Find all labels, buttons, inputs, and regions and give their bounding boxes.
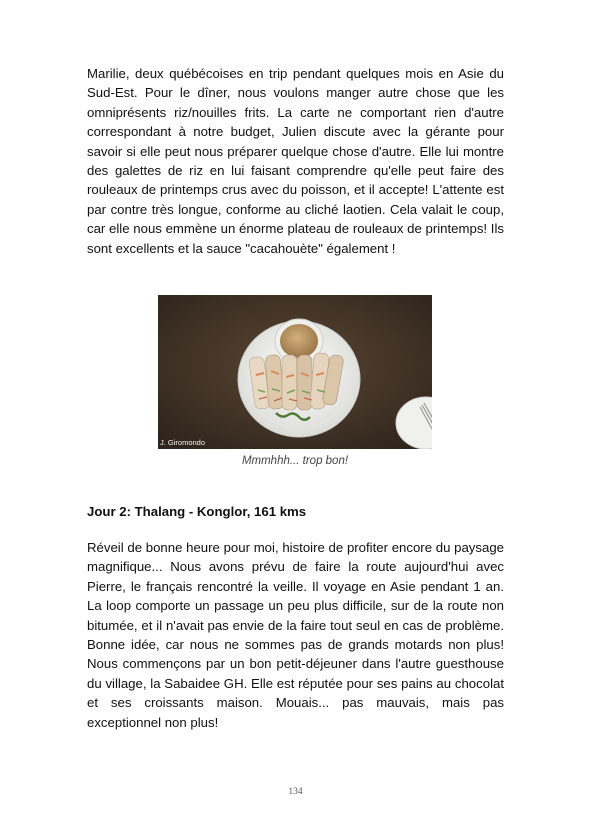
photo-watermark: J. Giromondo (160, 438, 206, 447)
photo-caption: Mmmhhh... trop bon! (241, 455, 349, 467)
section-heading: Jour 2: Thalang - Konglor, 161 kms (87, 504, 307, 519)
peanut-sauce (280, 324, 318, 358)
spring-rolls (248, 352, 344, 410)
spring-rolls-photo (158, 295, 432, 449)
page-number: 134 (288, 787, 303, 797)
spring-roll (282, 355, 297, 410)
paragraph-day2: Réveil de bonne heure pour moi, histoire de profiter encore du paysage magnifique... Nous avons prévu de faire la route aujourd'hui avec Pierre, le français rencontré la veille. Il voyage en Asie pendant 1 an. La loop comporte un passage un peu plus difficile, sur de la route non bitumée, et il n'avait pas envie de la faire tout seul en cas de problème. Bonne idée, car nous ne sommes pas de grands motards non plus! Nous commençons par un bon petit-déjeuner dans l'autre guesthouse du village, la Sabaidee GH. Elle est réputée pour ses pains au chocolat et ses croissants maison. Mouais... pas mauvais, mais pas exceptionnel non plus! (87, 540, 504, 730)
paragraph-intro: Marilie, deux québécoises en trip pendant quelques mois en Asie du Sud-Est. Pour le dîner, nous voulons manger autre chose que les omniprésents riz/nouilles frits. La carte ne comportant rien d'autre correspondant à notre budget, Julien discute avec la gérante pour savoir si elle peut nous préparer quelque chose d'autre. Elle lui montre des galettes de riz en lui faisant comprendre qu'elle peut faire des rouleaux de printemps crus avec du poisson, et il accepte! L'attente est par contre très longue, conforme au cliché laotien. Cela valait le coup, car elle nous emmène un énorme plateau de rouleaux de printemps! Ils sont excellents et la sauce "cacahouète" également ! (87, 66, 504, 256)
spring-roll (297, 355, 312, 410)
